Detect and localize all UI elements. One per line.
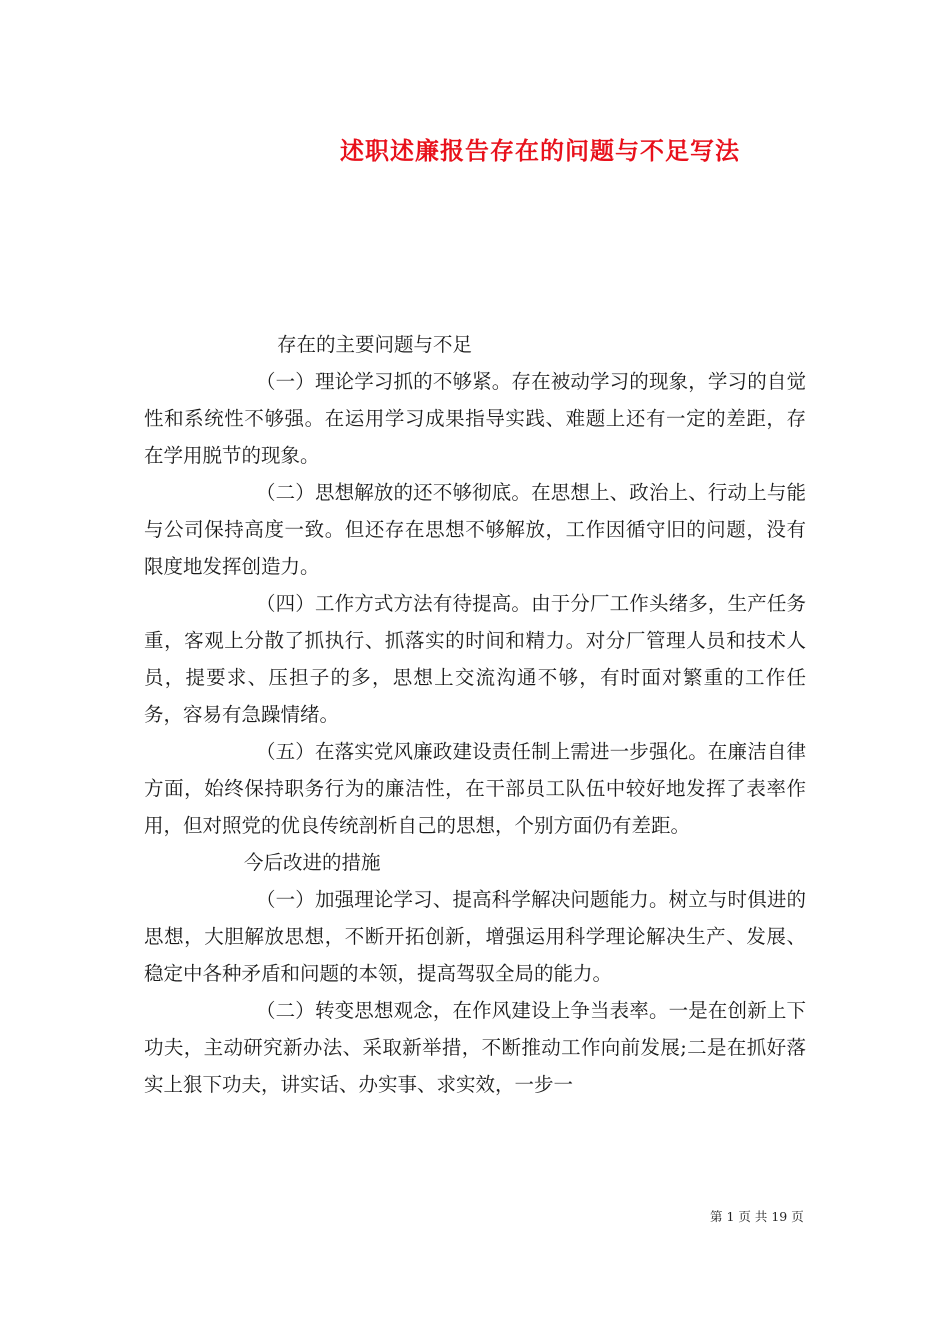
section-heading-measures: 今后改进的措施 xyxy=(244,851,381,874)
document-body xyxy=(144,326,806,1103)
paragraph-measure-2: （二）转变思想观念，在作风建设上争当表率。一是在创新上下功夫，主动研究新办法、采取新举措，不断推动工作向前发展;二是在抓好落实上狠下功夫，讲实话、办实事、求实效，一步一 xyxy=(144,999,806,1096)
paragraph-problem-1: （一）理论学习抓的不够紧。存在被动学习的现象，学习的自觉性和系统性不够强。在运用学习成果指导实践、难题上还有一定的差距，存在学用脱节的现象。 xyxy=(144,370,806,467)
paragraph-problem-5: （五）在落实党风廉政建设责任制上需进一步强化。在廉洁自律方面，始终保持职务行为的廉洁性，在干部员工队伍中较好地发挥了表率作用，但对照党的优良传统剖析自己的思想，个别方面仍有差距。 xyxy=(144,740,806,837)
section-heading-problems: 存在的主要问题与不足 xyxy=(277,333,473,356)
paragraph-problem-2: （二）思想解放的还不够彻底。在思想上、政治上、行动上与能与公司保持高度一致。但还存在思想不够解放，工作因循守旧的问题，没有限度地发挥创造力。 xyxy=(144,481,806,578)
paragraph-problem-4: （四）工作方式方法有待提高。由于分厂工作头绪多，生产任务重，客观上分散了抓执行、抓落实的时间和精力。对分厂管理人员和技术人员，提要求、压担子的多，思想上交流沟通不够，有时面对繁重的工作任务，容易有急躁情绪。 xyxy=(144,592,806,726)
document-title: 述职述廉报告存在的问题与不足写法 xyxy=(340,136,740,165)
page-number-footer: 第 1 页 共 19 页 xyxy=(710,1209,804,1224)
paragraph-measure-1: （一）加强理论学习、提高科学解决问题能力。树立与时俱进的思想，大胆解放思想，不断开拓创新，增强运用科学理论解决生产、发展、稳定中各种矛盾和问题的本领，提高驾驭全局的能力。 xyxy=(144,888,806,985)
